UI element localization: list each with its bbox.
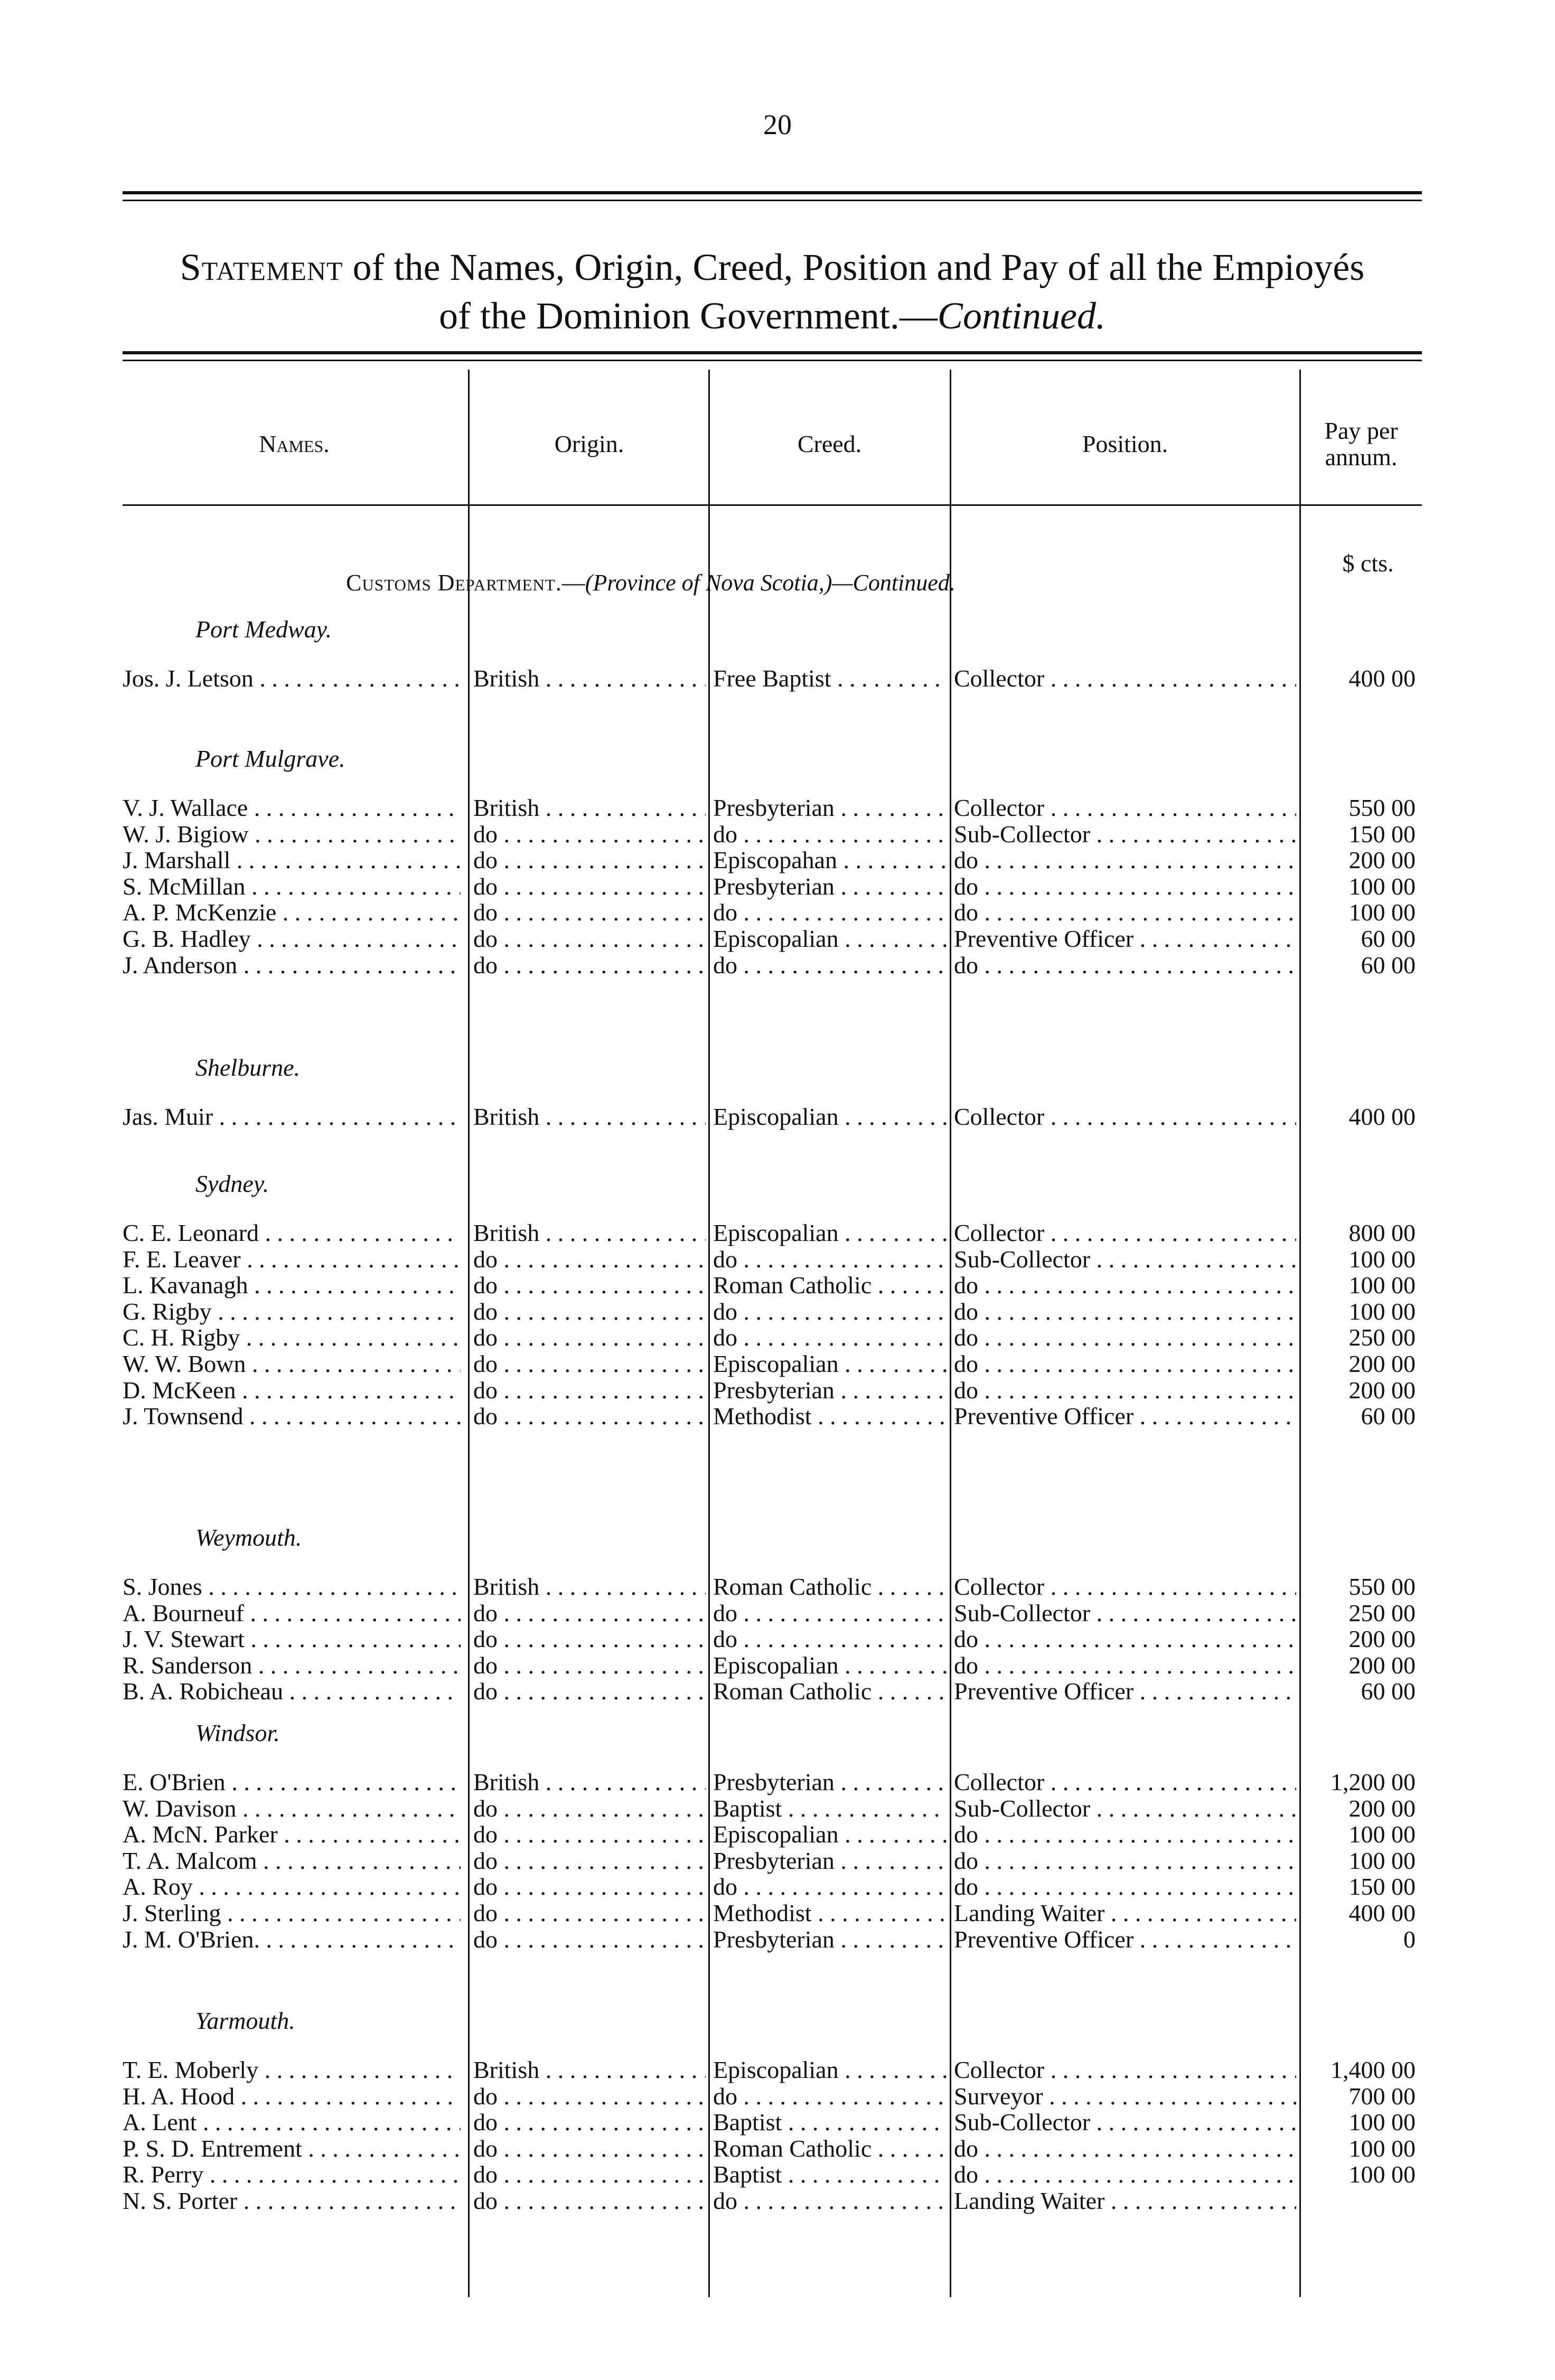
cell-creed: Episcopalian . . .: [713, 1104, 948, 1130]
cell-name: A. McN. Parker . . .: [123, 1821, 461, 1848]
cell-pay: 100 00: [1348, 1245, 1416, 1273]
cell-origin: do . . .: [473, 899, 706, 926]
cell-pay: 1,200 00: [1331, 1768, 1416, 1795]
section-place-heading: Port Mulgrave.: [195, 745, 345, 772]
cell-position: Sub-Collector . . .: [954, 1795, 1296, 1822]
cell-origin: do . . .: [473, 1246, 706, 1273]
cell-name: S. McMillan . . .: [123, 873, 461, 900]
cell-position: do . . .: [954, 899, 1296, 926]
cell-origin: do . . .: [473, 926, 706, 952]
cell-origin: do . . .: [473, 873, 706, 900]
cell-origin: do . . .: [473, 821, 706, 848]
cell-origin: do . . .: [473, 1821, 706, 1848]
cell-position: Collector . . .: [954, 1104, 1296, 1130]
header-rule-thin: [123, 360, 1422, 361]
cell-name: G. Rigby . . .: [123, 1299, 461, 1325]
cell-origin: do . . .: [473, 2136, 706, 2162]
cell-name: L. Kavanagh . . .: [123, 1272, 461, 1299]
cell-pay: 550 00: [1348, 794, 1416, 821]
cell-creed: Baptist . . .: [713, 1795, 948, 1822]
cell-name: Jos. J. Letson . . .: [123, 665, 461, 692]
cell-origin: do . . .: [473, 2188, 706, 2214]
cell-creed: Presbyterian . . .: [713, 1377, 948, 1404]
cell-name: Jas. Muir . . .: [123, 1104, 461, 1130]
cell-pay: 550 00: [1348, 1573, 1416, 1600]
cell-position: do . . .: [954, 1299, 1296, 1325]
cell-origin: do . . .: [473, 1299, 706, 1325]
cell-name: R. Perry . . .: [123, 2161, 461, 2188]
cell-origin: do . . .: [473, 1900, 706, 1926]
cell-pay: 250 00: [1348, 1599, 1416, 1626]
cell-position: Preventive Officer . . .: [954, 926, 1296, 952]
cell-creed: Baptist . . .: [713, 2161, 948, 2188]
cell-creed: Roman Catholic . . .: [713, 2136, 948, 2162]
cell-creed: Methodist . . .: [713, 1900, 948, 1926]
cell-pay: 60 00: [1361, 951, 1416, 979]
cell-pay: 1,400 00: [1331, 2056, 1416, 2083]
cell-name: C. H. Rigby . . .: [123, 1324, 461, 1351]
cell-creed: Episcopahan . . .: [713, 847, 948, 873]
cell-origin: do . . .: [473, 1600, 706, 1626]
cell-pay: 200 00: [1348, 1625, 1416, 1653]
cell-pay: 60 00: [1361, 1678, 1416, 1705]
cell-name: J. V. Stewart . . .: [123, 1626, 461, 1652]
cell-creed: Episcopalian . . .: [713, 1821, 948, 1848]
cell-name: T. E. Moberly . . .: [123, 2057, 461, 2083]
cell-position: Preventive Officer . . .: [954, 1403, 1296, 1429]
cell-creed: do . . .: [713, 899, 948, 926]
cell-name: A. Roy . . .: [123, 1874, 461, 1900]
cell-pay: 150 00: [1348, 1873, 1416, 1901]
cell-position: Collector . . .: [954, 665, 1296, 692]
cell-name: J. Townsend . . .: [123, 1403, 461, 1429]
cell-position: do . . .: [954, 2136, 1296, 2162]
cell-origin: do . . .: [473, 1795, 706, 1822]
cell-creed: do . . .: [713, 1874, 948, 1900]
column-header-creed: Creed.: [797, 430, 862, 457]
cell-origin: British . . .: [473, 795, 706, 821]
cell-origin: British . . .: [473, 2057, 706, 2083]
cell-pay: 200 00: [1348, 1794, 1416, 1822]
cell-creed: Presbyterian . . .: [713, 873, 948, 900]
cell-position: do . . .: [954, 873, 1296, 900]
cell-creed: Episcopalian . . .: [713, 1220, 948, 1246]
cell-name: A. Bourneuf . . .: [123, 1600, 461, 1626]
cell-position: do . . .: [954, 1272, 1296, 1299]
cell-name: B. A. Robicheau . . .: [123, 1678, 461, 1705]
cell-name: G. B. Hadley . . .: [123, 926, 461, 952]
cell-pay: 150 00: [1348, 820, 1416, 848]
cell-origin: do . . .: [473, 1626, 706, 1652]
cell-position: Landing Waiter . . .: [954, 2188, 1296, 2214]
column-divider-2: [708, 370, 710, 2297]
cell-pay: 200 00: [1348, 1376, 1416, 1404]
cell-origin: do . . .: [473, 952, 706, 979]
cell-creed: Episcopalian . . .: [713, 2057, 948, 2083]
top-rule-thin: [123, 200, 1422, 201]
cell-origin: do . . .: [473, 1351, 706, 1377]
cell-creed: do . . .: [713, 1324, 948, 1351]
cell-pay: 400 00: [1348, 1103, 1416, 1130]
cell-pay: 700 00: [1348, 2082, 1416, 2110]
section-place-heading: Yarmouth.: [195, 2007, 295, 2034]
page-number: 20: [763, 109, 792, 140]
title-line1: of the Names, Origin, Creed, Position and Pay of all the Empioyés: [352, 246, 1365, 288]
column-divider-1: [468, 370, 470, 2297]
cell-position: Preventive Officer . . .: [954, 1926, 1296, 1953]
cell-name: F. E. Leaver . . .: [123, 1246, 461, 1273]
cell-creed: do . . .: [713, 1600, 948, 1626]
cell-name: J. M. O'Brien. . . .: [123, 1926, 461, 1953]
cell-creed: Free Baptist . . .: [713, 665, 948, 692]
cell-name: R. Sanderson . . .: [123, 1652, 461, 1679]
cell-pay: 250 00: [1348, 1324, 1416, 1351]
cell-name: A. Lent . . .: [123, 2109, 461, 2136]
cell-origin: do . . .: [473, 1848, 706, 1874]
cell-pay: 100 00: [1348, 1847, 1416, 1874]
cell-creed: Methodist . . .: [713, 1403, 948, 1429]
cell-creed: do . . .: [713, 952, 948, 979]
cell-position: do . . .: [954, 1377, 1296, 1404]
cell-origin: do . . .: [473, 1926, 706, 1953]
cell-name: V. J. Wallace . . .: [123, 795, 461, 821]
column-header-pay-line1: Pay per: [1324, 417, 1398, 444]
currency-units: $ cts.: [1342, 550, 1394, 577]
department-name: Customs Department.: [346, 570, 562, 596]
cell-position: Collector . . .: [954, 795, 1296, 821]
cell-pay: 60 00: [1361, 1403, 1416, 1430]
cell-creed: Roman Catholic . . .: [713, 1678, 948, 1705]
cell-origin: do . . .: [473, 1377, 706, 1404]
cell-creed: Episcopalian . . .: [713, 926, 948, 952]
cell-name: D. McKeen . . .: [123, 1377, 461, 1404]
cell-name: C. E. Leonard . . .: [123, 1220, 461, 1246]
cell-creed: do . . .: [713, 1626, 948, 1652]
title-lead: Statement: [180, 246, 343, 288]
cell-pay: 400 00: [1348, 665, 1416, 692]
cell-position: Sub-Collector . . .: [954, 821, 1296, 848]
cell-pay: 100 00: [1348, 1272, 1416, 1299]
column-header-rule: [123, 504, 1422, 506]
cell-pay: 0: [1403, 1925, 1416, 1953]
cell-position: Collector . . .: [954, 1574, 1296, 1600]
cell-origin: do . . .: [473, 1324, 706, 1351]
title-line2: of the Dominion Government.—: [439, 295, 938, 337]
cell-name: J. Sterling . . .: [123, 1900, 461, 1926]
cell-creed: do . . .: [713, 2083, 948, 2110]
cell-name: W. W. Bown . . .: [123, 1351, 461, 1377]
cell-position: do . . .: [954, 847, 1296, 873]
cell-creed: do . . .: [713, 2188, 948, 2214]
cell-name: A. P. McKenzie . . .: [123, 899, 461, 926]
cell-origin: British . . .: [473, 1769, 706, 1795]
cell-name: P. S. D. Entrement . . .: [123, 2136, 461, 2162]
column-header-pay-line2: annum.: [1325, 444, 1398, 471]
cell-origin: do . . .: [473, 1678, 706, 1705]
cell-name: N. S. Porter . . .: [123, 2188, 461, 2214]
cell-position: Collector . . .: [954, 1220, 1296, 1246]
cell-position: do . . .: [954, 1874, 1296, 1900]
department-heading: Customs Department.—(Province of Nova Scotia,)—Continued.: [346, 570, 956, 596]
cell-creed: Presbyterian . . .: [713, 1926, 948, 1953]
cell-pay: 200 00: [1348, 1651, 1416, 1679]
cell-pay: 200 00: [1348, 846, 1416, 874]
cell-origin: do . . .: [473, 2161, 706, 2188]
cell-origin: do . . .: [473, 1652, 706, 1679]
cell-position: Collector . . .: [954, 1769, 1296, 1795]
section-place-heading: Windsor.: [195, 1719, 280, 1746]
cell-position: do . . .: [954, 1324, 1296, 1351]
cell-position: Sub-Collector . . .: [954, 1600, 1296, 1626]
cell-pay: 100 00: [1348, 1821, 1416, 1848]
cell-creed: do . . .: [713, 1299, 948, 1325]
column-header-position: Position.: [1082, 430, 1168, 457]
cell-name: J. Anderson . . .: [123, 952, 461, 979]
cell-origin: do . . .: [473, 2083, 706, 2110]
cell-position: Preventive Officer . . .: [954, 1678, 1296, 1705]
column-header-origin: Origin.: [554, 430, 624, 457]
cell-name: T. A. Malcom . . .: [123, 1848, 461, 1874]
cell-name: J. Marshall . . .: [123, 847, 461, 873]
cell-origin: British . . .: [473, 1574, 706, 1600]
cell-pay: 800 00: [1348, 1219, 1416, 1246]
cell-origin: do . . .: [473, 847, 706, 873]
cell-position: do . . .: [954, 1351, 1296, 1377]
cell-name: W. J. Bigiow . . .: [123, 821, 461, 848]
cell-origin: do . . .: [473, 1272, 706, 1299]
cell-pay: 100 00: [1348, 1297, 1416, 1325]
cell-creed: Episcopalian . . .: [713, 1652, 948, 1679]
cell-pay: 60 00: [1361, 925, 1416, 952]
cell-position: Collector . . .: [954, 2057, 1296, 2083]
cell-pay: 400 00: [1348, 1899, 1416, 1926]
department-province: (Province of Nova Scotia,)—Continued.: [585, 570, 956, 596]
cell-position: do . . .: [954, 1848, 1296, 1874]
cell-position: do . . .: [954, 2161, 1296, 2188]
cell-pay: 200 00: [1348, 1350, 1416, 1377]
cell-creed: Baptist . . .: [713, 2109, 948, 2136]
cell-name: H. A. Hood . . .: [123, 2083, 461, 2110]
cell-pay: 100 00: [1348, 872, 1416, 900]
column-divider-3: [950, 370, 951, 2297]
cell-creed: do . . .: [713, 821, 948, 848]
cell-creed: Roman Catholic . . .: [713, 1272, 948, 1299]
cell-origin: do . . .: [473, 1874, 706, 1900]
cell-position: do . . .: [954, 1652, 1296, 1679]
section-place-heading: Weymouth.: [195, 1524, 302, 1551]
cell-pay: 100 00: [1348, 2134, 1416, 2162]
section-place-heading: Shelburne.: [195, 1054, 301, 1081]
section-place-heading: Sydney.: [195, 1170, 269, 1197]
cell-name: E. O'Brien . . .: [123, 1769, 461, 1795]
cell-creed: do . . .: [713, 1246, 948, 1273]
cell-origin: British . . .: [473, 1104, 706, 1130]
cell-origin: do . . .: [473, 1403, 706, 1429]
statement-title: [123, 243, 1422, 340]
top-rule-thick: [123, 191, 1422, 194]
cell-creed: Presbyterian . . .: [713, 1848, 948, 1874]
cell-creed: Roman Catholic . . .: [713, 1574, 948, 1600]
cell-position: do . . .: [954, 952, 1296, 979]
cell-name: S. Jones . . .: [123, 1574, 461, 1600]
section-place-heading: Port Medway.: [195, 616, 332, 643]
cell-position: Sub-Collector . . .: [954, 2109, 1296, 2136]
cell-creed: Presbyterian . . .: [713, 795, 948, 821]
cell-origin: do . . .: [473, 2109, 706, 2136]
cell-origin: British . . .: [473, 1220, 706, 1246]
cell-name: W. Davison . . .: [123, 1795, 461, 1822]
cell-pay: 100 00: [1348, 899, 1416, 926]
cell-position: do . . .: [954, 1821, 1296, 1848]
cell-pay: 100 00: [1348, 2161, 1416, 2188]
cell-position: Sub-Collector . . .: [954, 1246, 1296, 1273]
header-rule-thick: [123, 351, 1422, 354]
cell-creed: Episcopalian . . .: [713, 1351, 948, 1377]
cell-position: Surveyor . . .: [954, 2083, 1296, 2110]
column-header-names: Names.: [259, 430, 330, 457]
title-continued: Continued.: [937, 295, 1106, 337]
cell-position: do . . .: [954, 1626, 1296, 1652]
cell-pay: 100 00: [1348, 2109, 1416, 2136]
column-divider-4: [1299, 370, 1301, 2297]
cell-creed: Presbyterian . . .: [713, 1769, 948, 1795]
cell-origin: British . . .: [473, 665, 706, 692]
cell-position: Landing Waiter . . .: [954, 1900, 1296, 1926]
